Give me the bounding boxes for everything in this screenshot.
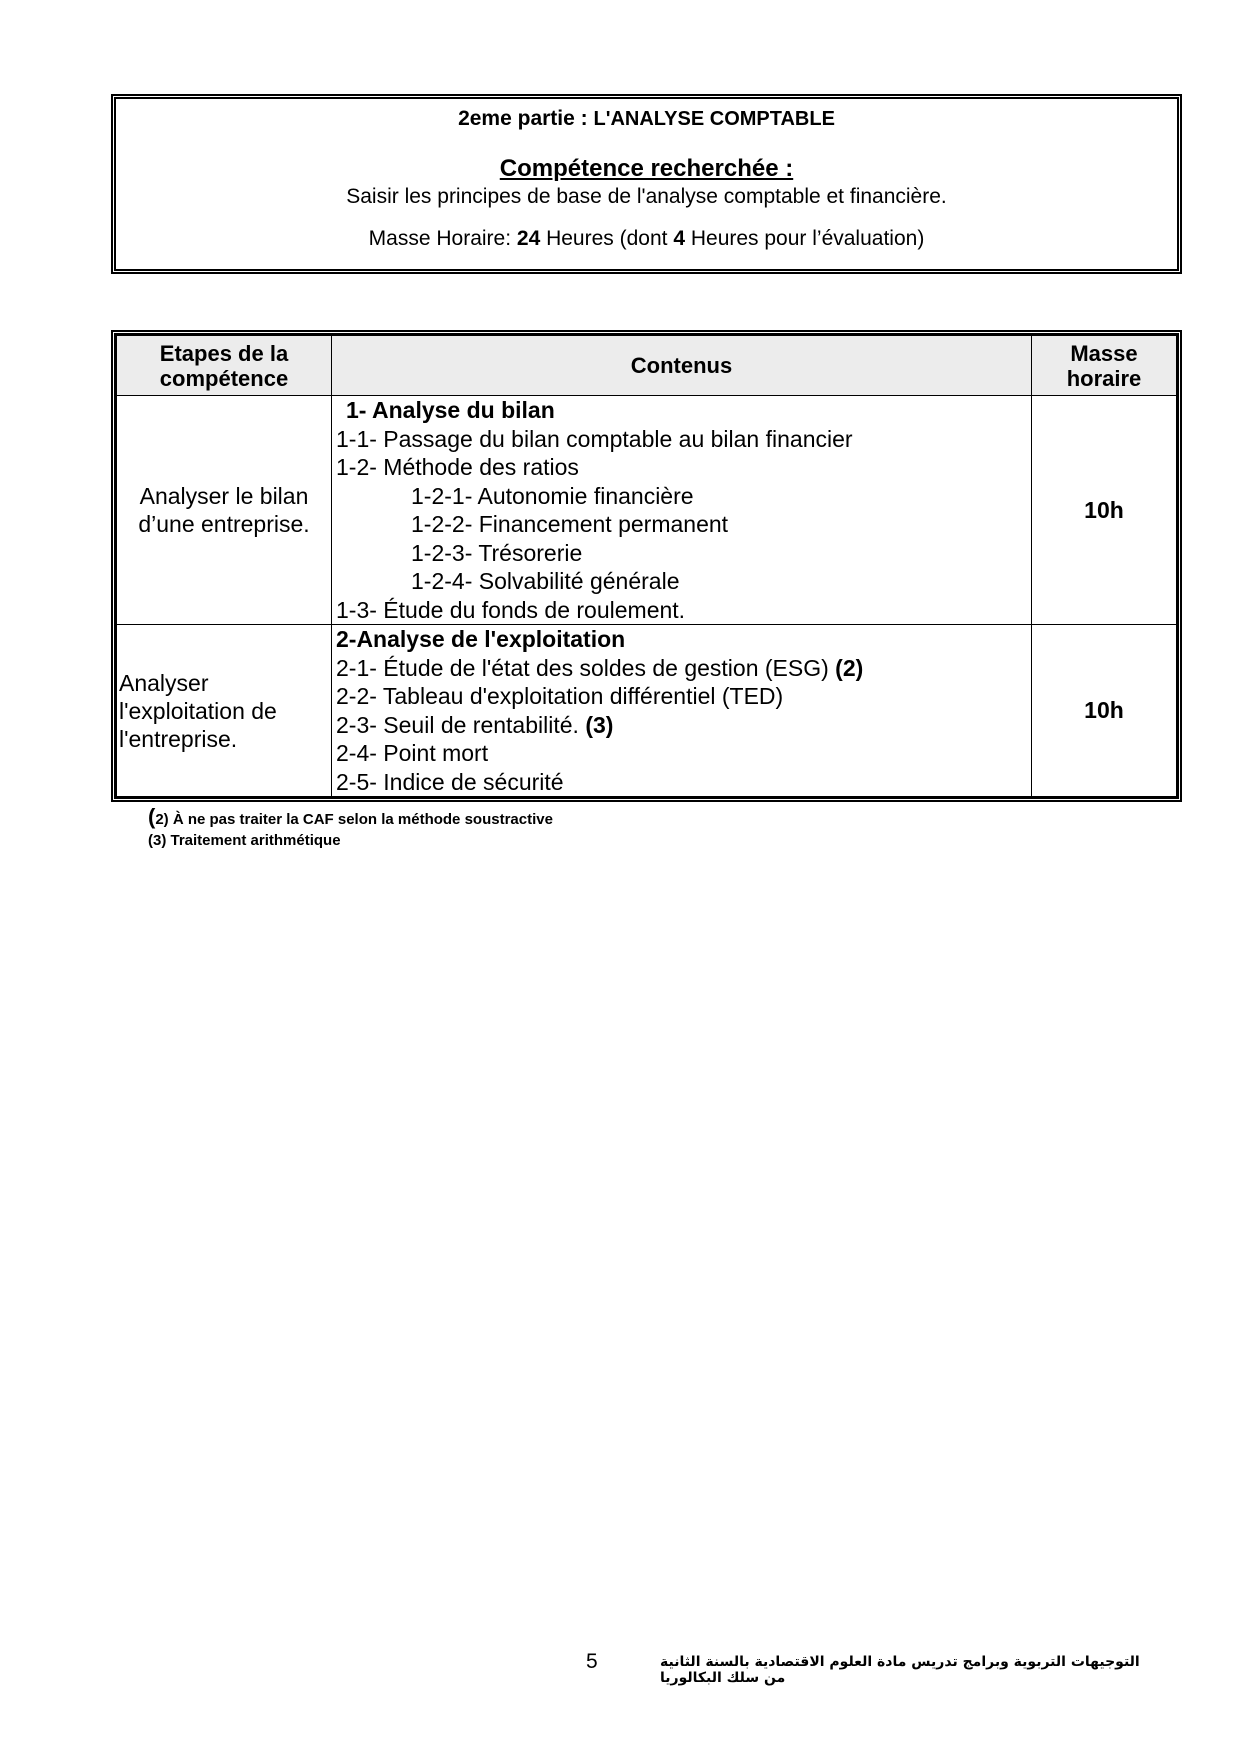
content-heading: 1- Analyse du bilan <box>346 397 555 423</box>
hours-cell: 10h <box>1032 396 1177 625</box>
content-table-wrapper <box>111 330 1182 802</box>
content-item: 1-1- Passage du bilan comptable au bilan financier <box>336 425 853 452</box>
stage-cell: Analyser l'exploitation de l'entreprise. <box>117 625 332 797</box>
content-table <box>116 335 1177 797</box>
table-row <box>117 396 1177 625</box>
content-item: 2-5- Indice de sécurité <box>336 768 564 795</box>
footnote-1 <box>148 806 553 830</box>
masse-eval: 4 <box>673 227 686 250</box>
section-header-box <box>111 94 1182 274</box>
col-etapes: Etapes de la compétence <box>117 336 332 396</box>
footnote-ref: (2) <box>835 654 864 681</box>
footnote-1-text: 2) À ne pas traiter la CAF selon la méthode soustractive <box>155 811 553 828</box>
content-subitem: 1-2-3- Trésorerie <box>411 539 583 566</box>
masse-label: Masse Horaire: <box>368 227 517 250</box>
content-heading: 2-Analyse de l'exploitation <box>336 626 626 652</box>
content-subitem: 1-2-2- Financement permanent <box>411 511 729 537</box>
page-number: 5 <box>586 1650 598 1673</box>
masse-total: 24 <box>516 227 541 250</box>
content-item-text: 2-1- Étude de l'état des soldes de gestion (ESG) <box>336 654 836 681</box>
content-item-text: 2-3- Seuil de rentabilité. <box>336 711 586 738</box>
footnotes <box>148 806 553 851</box>
hours-cell: 10h <box>1032 625 1177 797</box>
content-item <box>336 654 1031 683</box>
content-item: 1-3- Étude du fonds de roulement. <box>336 596 686 623</box>
table-header-row <box>117 336 1177 396</box>
masse-horaire <box>116 227 1177 251</box>
content-item: 2-4- Point mort <box>336 740 489 766</box>
footer-arabic-text: التوجيهات التربوية وبرامج تدريس مادة العلوم الاقتصادية بالسنة الثانية من سلك البكالوريا <box>660 1654 1140 1686</box>
masse-end: Heures pour l’évaluation) <box>685 227 925 250</box>
content-item: 1-2- Méthode des ratios <box>336 454 579 480</box>
footnote-paren: ( <box>148 804 156 829</box>
col-contenus: Contenus <box>332 336 1032 396</box>
competence-heading: Compétence recherchée : <box>499 155 794 182</box>
footnote-2: (3) Traitement arithmétique <box>148 832 341 849</box>
content-item: 2-2- Tableau d'exploitation différentiel (TED) <box>336 683 784 709</box>
content-cell <box>332 625 1032 797</box>
col-masse: Masse horaire <box>1032 336 1177 396</box>
content-subitem: 1-2-1- Autonomie financière <box>411 482 694 509</box>
competence-text: Saisir les principes de base de l'analyse comptable et financière. <box>346 185 947 208</box>
section-title <box>116 107 1177 131</box>
title-caps: L'ANALYSE COMPTABLE <box>593 108 835 130</box>
title-prefix: 2eme partie : <box>458 107 594 130</box>
masse-mid: Heures (dont <box>540 227 674 250</box>
content-cell <box>332 396 1032 625</box>
content-item <box>336 711 1031 740</box>
footnote-ref: (3) <box>585 711 614 738</box>
stage-cell: Analyser le bilan d’une entreprise. <box>117 396 332 625</box>
table-row <box>117 625 1177 797</box>
content-subitem: 1-2-4- Solvabilité générale <box>411 568 680 594</box>
